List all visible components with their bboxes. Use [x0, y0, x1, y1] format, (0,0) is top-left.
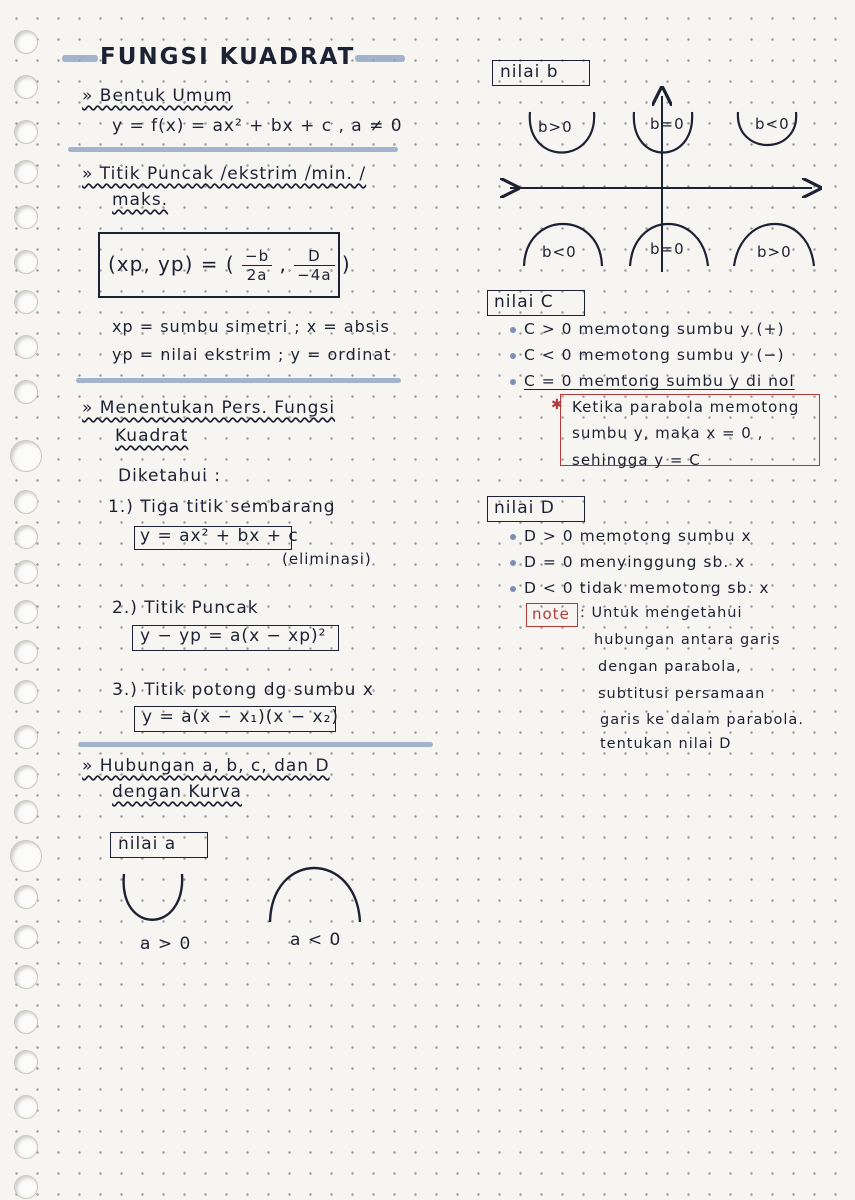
fraction-xp-num: −b [242, 247, 272, 266]
titik-rhs: ) [341, 252, 351, 276]
hubungan-heading-2: dengan Kurva [112, 782, 242, 802]
nilai-a-label: nilai a [118, 834, 177, 854]
nilai-b-bottom-1: b<0 [542, 243, 577, 261]
fraction-yp-den: −4a [297, 266, 332, 284]
method-1-formula: y = ax² + bx + c [140, 526, 299, 546]
nilai-b-top-2: b=0 [650, 115, 685, 133]
parabola-b-bottom-3 [734, 224, 814, 266]
nilai-c-note-2: sumbu y, maka x = 0 , [572, 424, 764, 442]
titik-lhs: (xp, yp) = ( [108, 252, 235, 276]
nilai-d-item-3-text: D < 0 tidak memotong sb. x [524, 579, 770, 597]
hubungan-heading: » Hubungan a, b, c, dan D [82, 756, 330, 776]
nilai-a-neg-label: a < 0 [290, 930, 342, 950]
menentukan-heading: » Menentukan Pers. Fungsi [82, 398, 336, 418]
titik-heading: » Titik Puncak /ekstrim /min. / [82, 164, 367, 184]
nilai-c-note-3: sehingga y = C [572, 451, 701, 469]
nilai-c-item-1-text: C > 0 memotong sumbu y (+) [524, 320, 785, 338]
parabola-b-top-3 [738, 112, 796, 145]
fraction-yp-num: D [294, 247, 334, 266]
page-title: FUNGSI KUADRAT [100, 44, 356, 70]
note-label: note [532, 605, 570, 623]
method-2-label: 2.) Titik Puncak [112, 598, 259, 618]
titik-heading-2: maks. [112, 190, 169, 210]
method-1-note: (eliminasi) [282, 550, 372, 568]
menentukan-heading-2: Kuadrat [115, 426, 189, 446]
parabola-up-a [124, 874, 183, 920]
nilai-a-pos-label: a > 0 [140, 934, 192, 954]
nilai-b-top-1: b>0 [538, 118, 573, 136]
parabola-b-bottom-2 [630, 224, 708, 266]
diketahui-label: Diketahui : [118, 466, 221, 486]
asterisk-icon: ✱ [551, 397, 564, 413]
bentuk-formula: y = f(x) = ax² + bx + c , a ≠ 0 [112, 116, 403, 136]
fraction-xp-den: 2a [246, 266, 268, 284]
nilai-c-item-3-text: C = 0 memtong sumbu y di nol [524, 372, 795, 390]
fraction-separator: , [279, 252, 287, 276]
note-line-4: subtitusi persamaan [598, 686, 766, 702]
nilai-c-item-2-text: C < 0 memotong sumbu y (−) [524, 346, 785, 364]
parabola-b-top-1 [530, 112, 594, 153]
yp-definition: yp = nilai ekstrim ; y = ordinat [112, 345, 392, 364]
note-line-2: hubungan antara garis [594, 632, 781, 648]
nilai-d-item-2-text: D = 0 menyinggung sb. x [524, 553, 746, 571]
nilai-b-bottom-2: b=0 [650, 240, 685, 258]
method-3-formula: y = a(x − x₁)(x − x₂) [142, 707, 340, 727]
parabola-down-a [270, 868, 360, 922]
nilai-d-label: nilai D [494, 498, 555, 518]
bentuk-heading: » Bentuk Umum [82, 86, 233, 106]
nilai-c-label: nilai C [494, 292, 554, 312]
method-3-label: 3.) Titik potong dg sumbu x [112, 680, 374, 700]
note-line-1: : Untuk mengetahui [580, 605, 743, 621]
nilai-b-top-3: b<0 [755, 115, 790, 133]
note-line-5: garis ke dalam parabola. [600, 712, 804, 728]
xp-definition: xp = sumbu simetri ; x = absis [112, 317, 390, 336]
nilai-c-note-1: Ketika parabola memotong [572, 398, 800, 416]
nilai-d-item-1-text: D > 0 memotong sumbu x [524, 527, 752, 545]
nilai-b-label: nilai b [500, 62, 559, 82]
note-line-3: dengan parabola, [598, 659, 742, 675]
note-line-6: tentukan nilai D [600, 736, 732, 752]
parabola-b-bottom-1 [524, 224, 602, 266]
nilai-b-bottom-3: b>0 [757, 243, 792, 261]
method-1-label: 1.) Tiga titik sembarang [108, 497, 336, 517]
method-2-formula: y − yp = a(x − xp)² [140, 626, 327, 646]
